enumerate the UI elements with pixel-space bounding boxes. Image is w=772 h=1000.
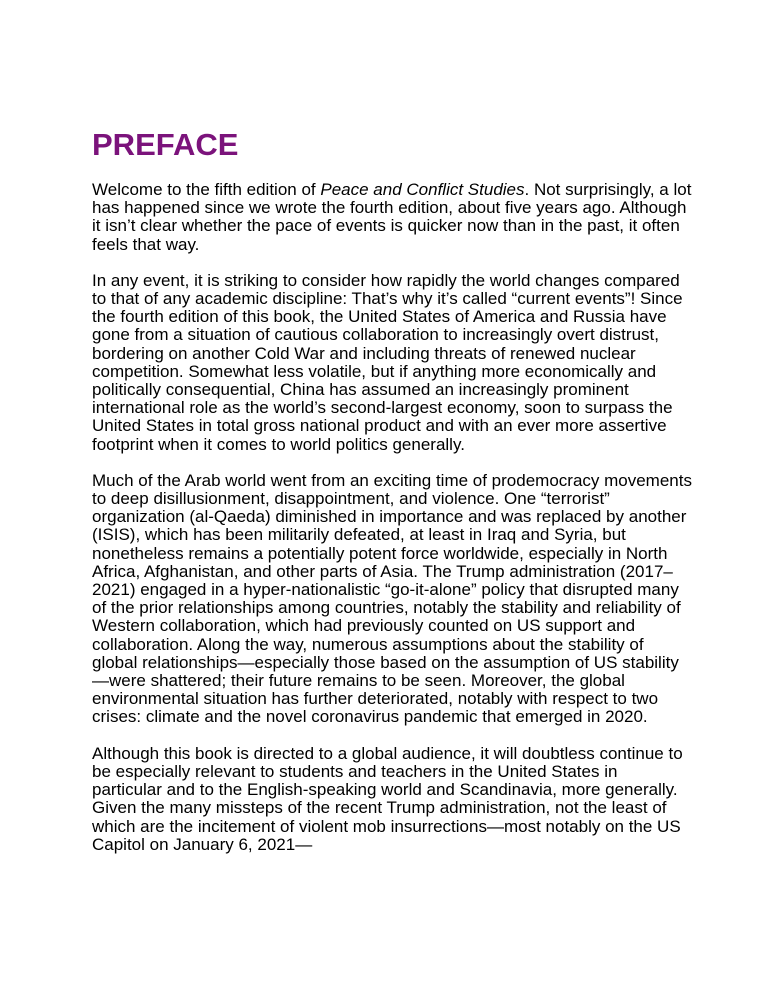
paragraph-1-text-end: . Not surprisingly, a lot has happened since we wrote the fourth edition, about five years ago. Although it isn’t clear whether the pace of events is quicker now than in the past, it often feels that way.	[92, 180, 692, 254]
paragraph-1	[92, 181, 692, 254]
paragraph-2: In any event, it is striking to consider how rapidly the world changes compared to that of any academic discipline: That’s why it’s called “current events”! Since the fourth edition of this book, the United States of America and Russia have gone from a situation of cautious collaboration to increasingly overt distrust, bordering on another Cold War and including threats of renewed nuclear competition. Somewhat less volatile, but if anything more economically and politically consequential, China has assumed an increasingly prominent international role as the world’s second-largest economy, soon to surpass the United States in total gross national product and with an ever more assertive footprint when it comes to world politics generally.	[92, 270, 683, 454]
paragraph-1-text-start: Welcome to the fifth edition of	[92, 180, 321, 199]
document-page	[92, 127, 692, 872]
book-title-italic: Peace and Conflict Studies	[320, 180, 525, 199]
paragraph-3: Much of the Arab world went from an exciting time of prodemocracy movements to deep disillusionment, disappointment, and violence. One “terrorist” organization (al-Qaeda) diminished in importance and was replaced by another (ISIS), which has been militarily defeated, at least in Iraq and Syria, but nonetheless remains a potentially potent force worldwide, especially in North Africa, Afghanistan, and other parts of Asia. The Trump administration (2017–2021) engaged in a hyper-nationalistic “go-it-alone” policy that disrupted many of the prior relationships among countries, notably the stability and reliability of Western collaboration, which had previously counted on US support and collaboration. Along the way, numerous assumptions about the stability of global relationships—especially those based on the assumption of US stability—were shattered; their future remains to be seen. Moreover, the global environmental situation has further deteriorated, notably with respect to two crises: climate and the novel coronavirus pandemic that emerged in 2020.	[92, 470, 692, 727]
paragraph-4: Although this book is directed to a global audience, it will doubtless continue to be especially relevant to students and teachers in the United States in particular and to the English-speaking world and Scandinavia, more generally. Given the many missteps of the recent Trump administration, not the least of which are the incitement of violent mob insurrections—most notably on the US Capitol on January 6, 2021—	[92, 743, 683, 854]
page-title: PREFACE	[92, 127, 239, 162]
